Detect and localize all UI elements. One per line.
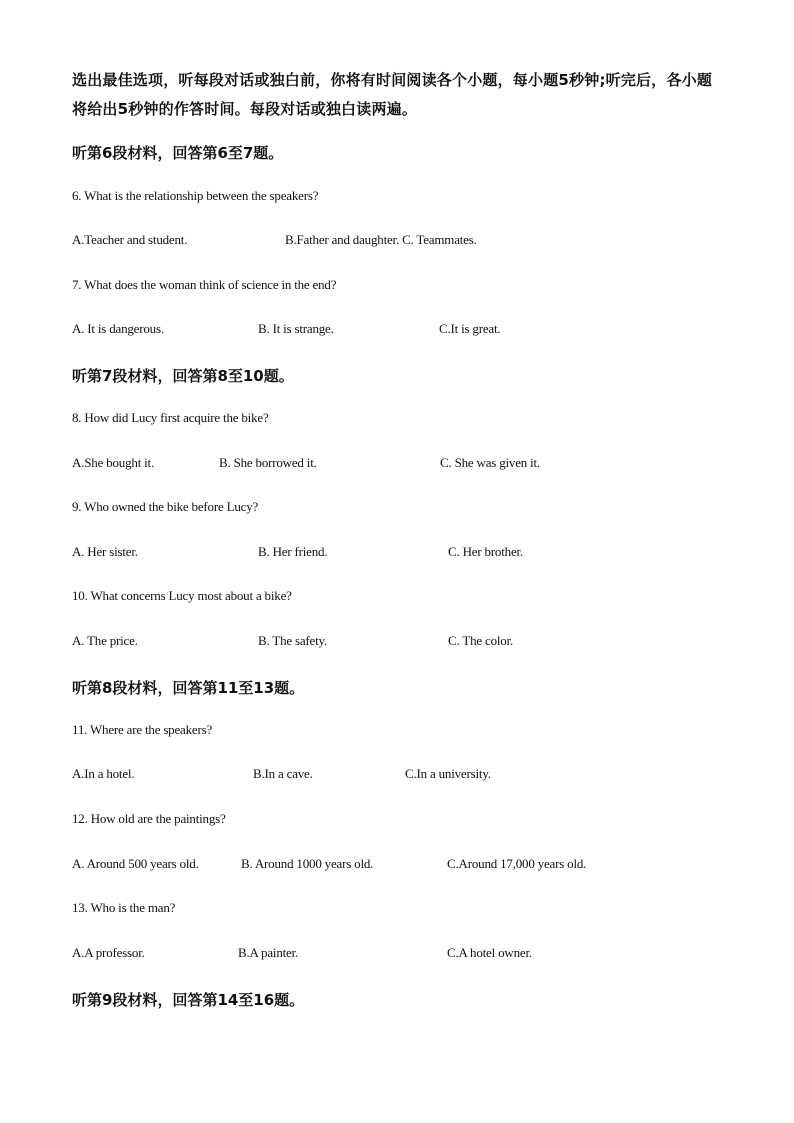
question-6-option-b-c: B.Father and daughter. C. Teammates. [285,232,477,247]
question-9: 9. Who owned the bike before Lucy? [72,499,259,514]
question-8: 8. How did Lucy first acquire the bike? [72,410,269,425]
question-13-option-b: B.A painter. [238,945,299,960]
question-12-option-a: A. Around 500 years old. [72,856,199,871]
section-heading-8: 听第8段材料，回答第11至13题。 [72,679,305,697]
question-11-option-a: A.In a hotel. [72,766,135,781]
question-9-option-a: A. Her sister. [72,544,138,559]
question-13: 13. Who is the man? [72,900,176,915]
question-10: 10. What concerns Lucy most about a bike? [72,588,292,603]
question-10-option-b: B. The safety. [258,633,328,648]
section-heading-9: 听第9段材料，回答第14至16题。 [72,991,305,1009]
question-8-option-b: B. She borrowed it. [219,455,317,470]
question-7: 7. What does the woman think of science in the end? [72,277,337,292]
question-10-option-a: A. The price. [72,633,138,648]
question-12: 12. How old are the paintings? [72,811,226,826]
section-heading-7: 听第7段材料，回答第8至10题。 [72,367,294,385]
question-8-option-c: C. She was given it. [440,455,540,470]
question-9-option-c: C. Her brother. [448,544,523,559]
section-heading-6: 听第6段材料，回答第6至7题。 [72,144,284,162]
question-10-option-c: C. The color. [448,633,514,648]
question-11-option-b: B.In a cave. [253,766,313,781]
question-11-option-c: C.In a university. [405,766,491,781]
question-7-option-a: A. It is dangerous. [72,321,164,336]
question-6: 6. What is the relationship between the speakers? [72,188,319,203]
question-12-option-c: C.Around 17,000 years old. [447,856,587,871]
question-12-option-b: B. Around 1000 years old. [241,856,374,871]
question-7-option-b: B. It is strange. [258,321,334,336]
question-6-option-a: A.Teacher and student. [72,232,188,247]
question-11: 11. Where are the speakers? [72,722,213,737]
question-13-option-a: A.A professor. [72,945,145,960]
question-8-option-a: A.She bought it. [72,455,155,470]
instructions-text: 选出最佳选项，听每段对话或独白前，你将有时间阅读各个小题，每小题5秒钟;听完后，各小题将给出5秒钟的作答时间。每段对话或独白读两遍。 [72,71,713,118]
question-13-option-c: C.A hotel owner. [447,945,532,960]
question-9-option-b: B. Her friend. [258,544,328,559]
question-7-option-c: C.It is great. [439,321,501,336]
